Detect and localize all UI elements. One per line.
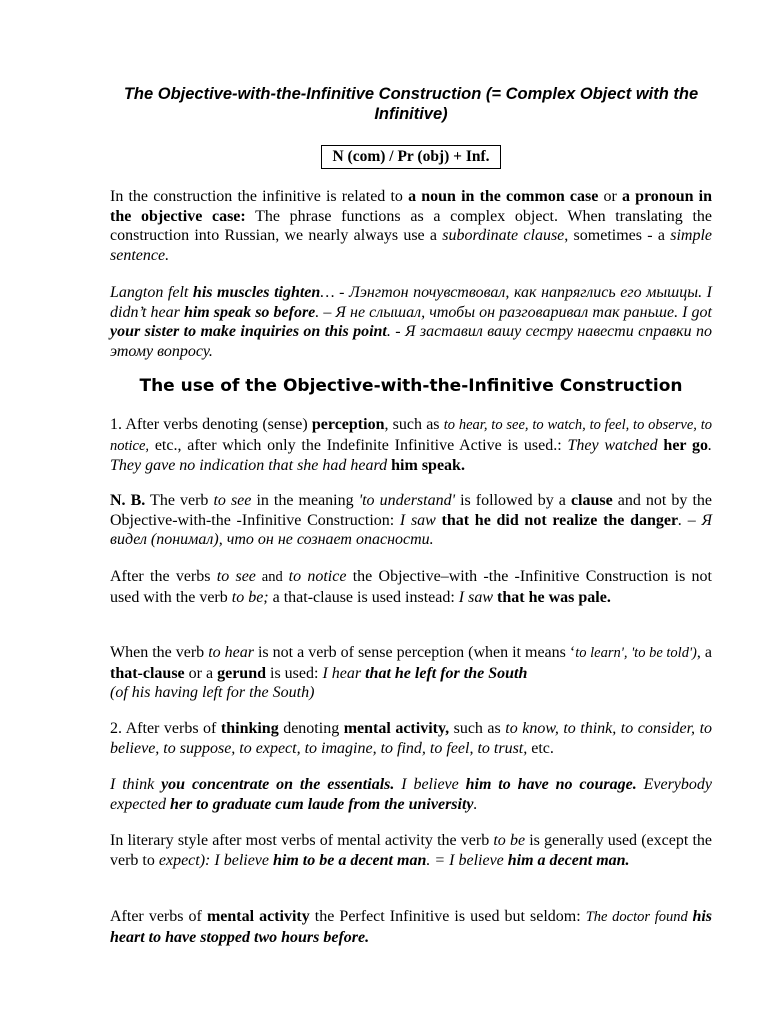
paragraph-definition: In the construction the infinitive is related to a noun in the common case or a pronoun in the objective case: The phrase functions as a complex object. When translating the construction into Russian, we nearly always use a subordinate clause, sometimes - a simple sentence. xyxy=(110,188,713,264)
paragraph-perception: 1. After verbs denoting (sense) perception, such as to hear, to see, to watch, to feel, to observe, to notice, etc., after which only the Indefinite Infinitive Active is used.: They watched her go. They gave no indication that she had heard him speak. xyxy=(110,416,712,475)
paragraph-nota-bene: N. B. The verb to see in the meaning 'to understand' is followed by a clause and not by the Objective-with-the -Infinitive Construction: I saw that he did not realize the danger. – Я видел (понимал), что он не сознает опасности. xyxy=(110,492,713,549)
paragraph-literary-style: In literary style after most verbs of mental activity the verb to be is generally used (except the verb to expect): I believe him to be a decent man. = I believe him a decent man. xyxy=(110,832,712,869)
document-title: The Objective-with-the-Infinitive Construction (= Complex Object with the Infinitive) xyxy=(123,85,699,123)
section-heading: The use of the Objective-with-the-Infinitive Construction xyxy=(139,376,683,396)
paragraph-examples-russian: Langton felt his muscles tighten… - Лэнгтон почувствовал, как напряглись его мышцы. I didn’t hear him speak so before. – Я не слышал, чтобы он разговаривал так раньше. I got your sister to make inquiries on this point. - Я заставил вашу сестру навести справки по этому вопросу. xyxy=(110,284,712,360)
formula-box: N (com) / Pr (obj) + Inf. xyxy=(321,145,500,169)
paragraph-to-hear: When the verb to hear is not a verb of sense perception (when it means ‘to learn', 'to be told'), a that-clause or a gerund is used: I hear that he left for the South (of his having left for the South) xyxy=(110,644,712,702)
paragraph-thinking-examples: I think you concentrate on the essentials. I believe him to have no courage. Everybody expected her to graduate cum laude from the university. xyxy=(110,776,713,813)
paragraph-see-notice: After the verbs to see and to notice the Objective–with -the -Infinitive Construction is not used with the verb to be; a that-clause is used instead: I saw that he was pale. xyxy=(110,568,713,606)
paragraph-perfect-infinitive: After verbs of mental activity the Perfect Infinitive is used but seldom: The doctor found his heart to have stopped two hours before. xyxy=(110,908,713,946)
paragraph-thinking: 2. After verbs of thinking denoting mental activity, such as to know, to think, to consider, to believe, to suppose, to expect, to imagine, to find, to feel, to trust, etc. xyxy=(110,720,713,757)
